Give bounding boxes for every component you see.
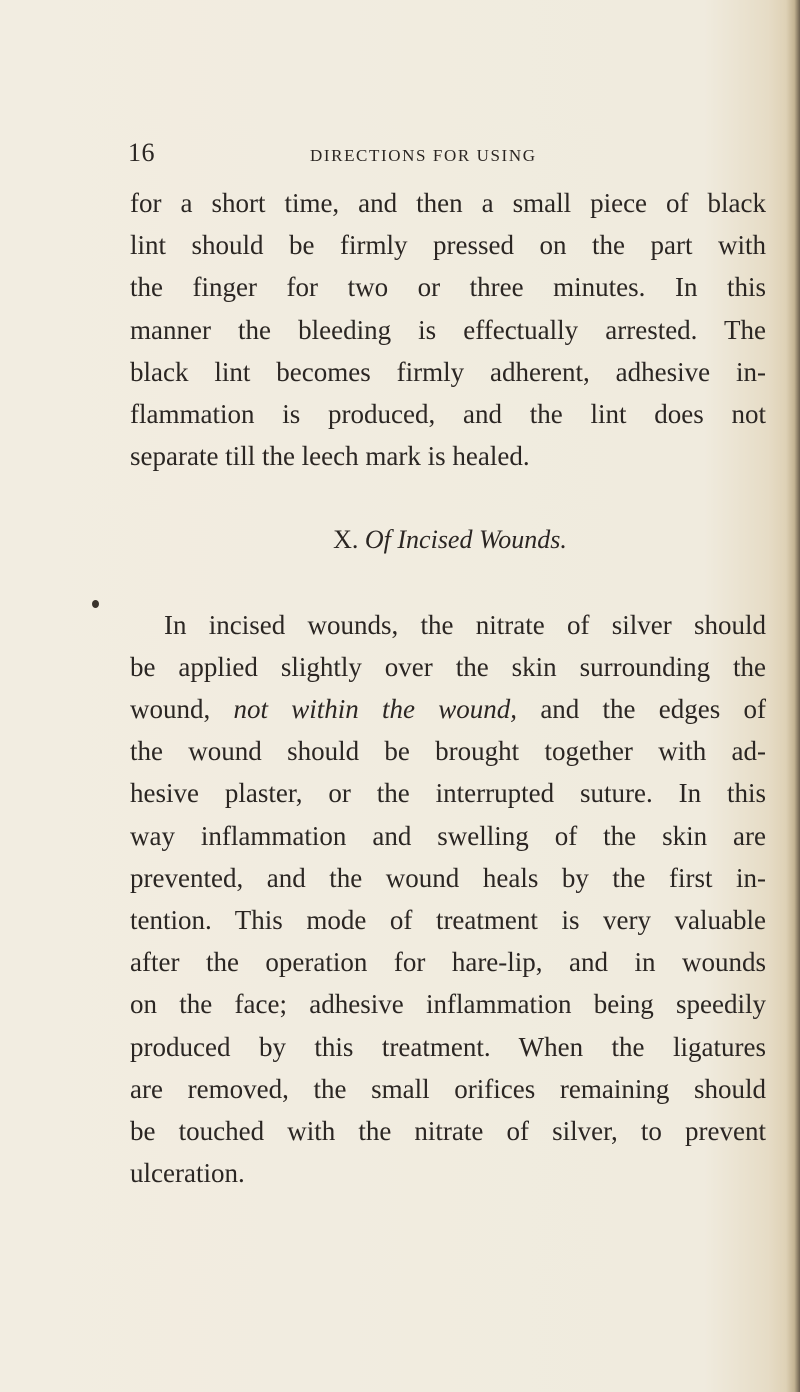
page-header — [128, 138, 648, 178]
section-number: X. — [333, 525, 359, 555]
text-line: tention. This mode of treatment is very valuable — [130, 905, 766, 936]
text-fragment: wound, — [130, 694, 211, 725]
paragraph-leech-mark — [130, 182, 770, 477]
text-line: on the face; adhesive inflammation being speedily — [130, 989, 766, 1020]
text-line: produced by this treatment. When the ligatures — [130, 1031, 766, 1062]
page-number: 16 — [128, 138, 155, 167]
page-edge-shadow — [786, 0, 800, 1392]
text-line: be applied slightly over the skin surrounding the — [130, 651, 766, 682]
text-line: In incised wounds, the nitrate of silver should — [164, 609, 766, 640]
text-line: flammation is produced, and the lint does not — [130, 399, 766, 430]
text-line: prevented, and the wound heals by the first in- — [130, 862, 766, 893]
text-line: after the operation for hare-lip, and in wounds — [130, 947, 766, 978]
text-line: manner the bleeding is effectually arrested. The — [130, 314, 766, 345]
ink-speck — [92, 600, 99, 608]
text-fragment: and the edges of — [540, 694, 767, 725]
text-line: for a short time, and then a small piece of black — [130, 188, 766, 218]
italic-phrase: not within the wound, — [233, 694, 518, 725]
body-text — [130, 182, 770, 1194]
text-line: be touched with the nitrate of silver, to prevent — [130, 1116, 766, 1147]
text-line: way inflammation and swelling of the skin are — [130, 820, 766, 851]
text-line: the finger for two or three minutes. In this — [130, 272, 766, 303]
text-line: separate till the leech mark is healed. — [130, 441, 530, 472]
text-line — [130, 688, 766, 730]
text-line: the wound should be brought together with ad- — [130, 736, 766, 767]
section-title: Of Incised Wounds. — [364, 525, 567, 555]
text-line: ulceration. — [130, 1158, 245, 1189]
paragraph-incised-wounds — [130, 604, 770, 1195]
section-heading — [130, 519, 770, 561]
text-line: are removed, the small orifices remaining should — [130, 1073, 766, 1104]
running-head: DIRECTIONS FOR USING — [310, 146, 537, 165]
text-line: black lint becomes firmly adherent, adhesive in- — [130, 356, 766, 387]
text-line: hesive plaster, or the interrupted suture. In this — [130, 778, 766, 809]
text-line: lint should be firmly pressed on the part with — [130, 230, 766, 261]
